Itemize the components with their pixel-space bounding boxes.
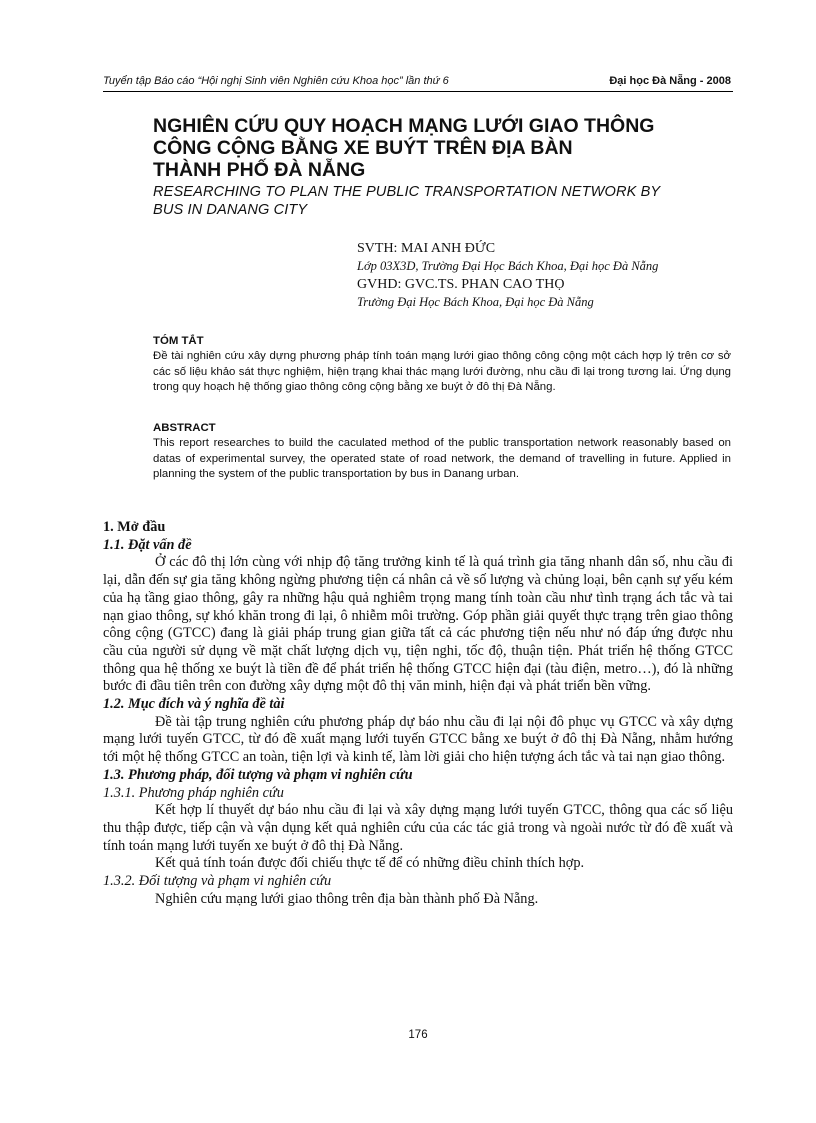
title-vietnamese	[153, 115, 743, 181]
abstract-english	[153, 421, 731, 483]
advisor-name: GVHD: GVC.TS. PHAN CAO THỌ	[357, 277, 565, 292]
section-1-2-heading: 1.2. Mục đích và ý nghĩa đề tài	[103, 696, 285, 713]
section-1-3-1-heading: 1.3.1. Phương pháp nghiên cứu	[103, 784, 284, 801]
summary-heading: TÓM TẮT	[153, 335, 204, 347]
summary-vietnamese	[153, 334, 731, 396]
section-1-3-heading: 1.3. Phương pháp, đối tượng và phạm vi nghiên cứu	[103, 766, 413, 783]
title-en-line: BUS IN DANANG CITY	[153, 202, 308, 218]
title-vi-line: CÔNG CỘNG BẰNG XE BUÝT TRÊN ĐỊA BÀN	[153, 137, 573, 159]
abstract-text: This report researches to build the caculated method of the public transportation network reasonably based on datas of experimental survey, the operated state of road network, the demand of travelling in future. Applied in planning the system of the public transportation by bus in Danang urban.	[153, 437, 731, 480]
author-block	[357, 240, 757, 312]
title-english	[153, 183, 743, 219]
header-proceedings-title: Tuyển tập Báo cáo “Hội nghị Sinh viên Nghiên cứu Khoa học” lần thứ 6	[103, 75, 449, 87]
section-1-heading: 1. Mở đầu	[103, 519, 166, 535]
section-1-1-heading: 1.1. Đặt vấn đề	[103, 536, 192, 553]
section-1-3-1-paragraph-2: Kết quả tính toán được đối chiếu thực tế để có những điều chỉnh thích hợp.	[155, 855, 585, 872]
student-name: SVTH: MAI ANH ĐỨC	[357, 241, 496, 256]
page-number: 176	[408, 1029, 428, 1041]
section-1-3-1-paragraph: Kết hợp lí thuyết dự báo nhu cầu đi lại và xây dựng mạng lưới tuyến GTCC, thông qua các số liệu thu thập được, tiếp cận và vận dụng kết quả nghiên cứu của các tác giả trong và ngoài nước từ đó đề xuất và tính toán mạng lưới tuyến xe buýt ở đô thị Đà Nẵng.	[103, 802, 733, 854]
title-vi-line: THÀNH PHỐ ĐÀ NẴNG	[153, 159, 366, 181]
section-1-3-2-heading: 1.3.2. Đối tượng và phạm vi nghiên cứu	[103, 873, 332, 890]
title-block	[153, 115, 743, 219]
summary-text: Đề tài nghiên cứu xây dựng phương pháp tính toán mạng lưới giao thông công cộng một cách hợp lý trên cơ sở các số liệu khảo sát thực nghiệm, hiện trạng khai thác mạng lưới đường, nhu cầu đi lại trong tương lai. Ứng dụng trong quy hoạch hệ thống giao thông công cộng bằng xe buýt ở đô thị Đà Nẵng.	[153, 350, 731, 393]
title-vi-line: NGHIÊN CỨU QUY HOẠCH MẠNG LƯỚI GIAO THÔNG	[153, 115, 655, 137]
abstract-heading: ABSTRACT	[153, 422, 216, 434]
title-en-line: RESEARCHING TO PLAN THE PUBLIC TRANSPORTATION NETWORK BY	[153, 184, 661, 200]
student-affiliation: Lớp 03X3D, Trường Đại Học Bách Khoa, Đại học Đà Nẵng	[357, 259, 659, 273]
body-text	[103, 519, 733, 908]
header-institution-year: Đại học Đà Nẵng - 2008	[609, 75, 731, 87]
running-header	[103, 73, 733, 92]
section-1-1-paragraph: Ở các đô thị lớn cùng với nhịp độ tăng trưởng kinh tế là quá trình gia tăng nhanh dân số, nhu cầu đi lại, dẫn đến sự gia tăng không ngừng phương tiện cá nhân cả về số lượng và chủng loại, bên cạnh sự yếu kém của hạ tầng giao thông, gây ra những hậu quả nghiêm trọng mang tính toàn cầu như tình trạng ách tắc và tai nạn giao thông, sự khó khăn trong đi lại, ô nhiễm môi trường. Góp phần giải quyết thực trạng trên giao thông công cộng (GTCC) đang là giải pháp trung gian giữa tất cả các phương tiện nếu như nó đáp ứng được nhu cầu của người sử dụng về mặt chất lượng dịch vụ, tiện nghi, tốc độ, thuận tiện. Phát triển hệ thống GTCC thông qua hệ thống xe buýt là tiền đề để phát triển hệ thống GTCC hiện đại (tàu điện, metro…), đó là những bước đi đầu tiên trên con đường xây dựng một đô thị văn minh, hiện đại và phát triển bền vững.	[103, 554, 733, 695]
advisor-affiliation: Trường Đại Học Bách Khoa, Đại học Đà Nẵng	[357, 295, 594, 309]
section-1-3-2-paragraph: Nghiên cứu mạng lưới giao thông trên địa bàn thành phố Đà Nẵng.	[155, 890, 539, 907]
section-1-2-paragraph: Đề tài tập trung nghiên cứu phương pháp dự báo nhu cầu đi lại nội đô phục vụ GTCC và xây dựng mạng lưới tuyến GTCC, từ đó đề xuất mạng lưới tuyến GTCC bằng xe buýt ở đô thị Đà Nẵng, nhằm hướng tới một hệ thống GTCC an toàn, tiện lợi và kinh tế, làm lời giải cho hiện tượng ách tắc và tai nạn giao thông.	[103, 713, 733, 766]
